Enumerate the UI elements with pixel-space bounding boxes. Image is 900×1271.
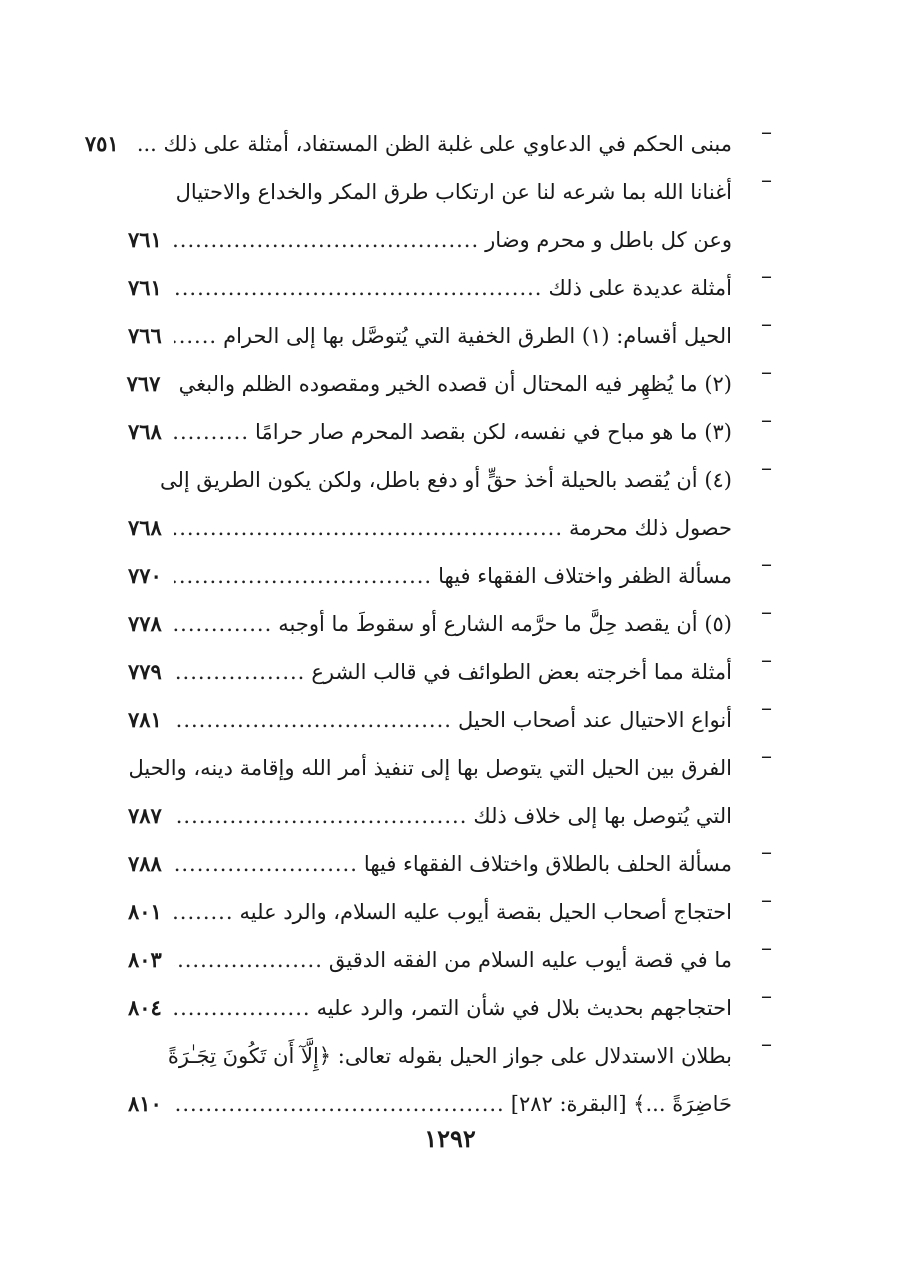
toc-entry-title: احتجاجهم بحديث بلال في شأن التمر، والرد عليه bbox=[316, 996, 732, 1020]
toc-entry bbox=[128, 168, 772, 264]
toc-page-number: ٨٠٣ bbox=[128, 947, 162, 972]
entry-bullet-dash: – bbox=[761, 312, 772, 337]
toc-entry-line bbox=[128, 504, 732, 552]
toc-entry bbox=[128, 984, 772, 1032]
toc-page-number: ٧٦١ bbox=[128, 227, 162, 252]
entry-bullet-dash: – bbox=[761, 360, 772, 385]
dot-leader bbox=[174, 504, 563, 552]
entry-bullet-dash: – bbox=[761, 168, 772, 193]
toc-entry-line bbox=[128, 1080, 732, 1128]
toc-entry-line bbox=[128, 648, 732, 696]
toc-page-number: ٨٠١ bbox=[128, 899, 162, 924]
toc-entry-title: (٢) ما يُظهِر فيه المحتال أن قصده الخير ومقصوده الظلم والبغي bbox=[178, 372, 732, 396]
toc-entry-title: احتجاج أصحاب الحيل بقصة أيوب عليه السلام، والرد عليه bbox=[239, 900, 732, 924]
toc-page-number: ٧٧٨ bbox=[128, 611, 162, 636]
toc-entry-line bbox=[128, 168, 732, 216]
toc-entry bbox=[128, 360, 772, 408]
toc-entry-title: حصول ذلك محرمة bbox=[569, 516, 732, 540]
dot-leader bbox=[174, 552, 432, 600]
dot-leader bbox=[174, 600, 272, 648]
toc-page-number: ٧٦١ bbox=[128, 275, 162, 300]
toc-page-number: ٧٦٦ bbox=[128, 323, 162, 348]
toc-entry-line bbox=[128, 888, 732, 936]
dot-leader bbox=[174, 792, 467, 840]
toc-page-number: ٨١٠ bbox=[128, 1091, 162, 1116]
toc-entry bbox=[128, 888, 772, 936]
toc-entry bbox=[128, 696, 772, 744]
dot-leader bbox=[174, 840, 358, 888]
toc-entry-line bbox=[128, 216, 732, 264]
entry-bullet-dash: – bbox=[761, 840, 772, 865]
toc-page-number: ٧٧٩ bbox=[128, 659, 162, 684]
toc-page-number: ٨٠٤ bbox=[128, 995, 162, 1020]
toc-entry-title: مبنى الحكم في الدعاوي على غلبة الظن المستفاد، أمثلة على ذلك ... bbox=[136, 132, 732, 156]
toc-entry-line bbox=[128, 312, 732, 360]
toc-entry-line bbox=[128, 360, 732, 408]
toc-page-number: ٧٦٨ bbox=[128, 419, 162, 444]
toc-page-number: ٧٦٧ bbox=[126, 371, 161, 396]
dot-leader bbox=[174, 696, 452, 744]
entry-bullet-dash: – bbox=[761, 744, 772, 769]
toc-entry-line bbox=[128, 408, 732, 456]
entry-bullet-dash: – bbox=[761, 936, 772, 961]
toc-entry-line bbox=[128, 600, 732, 648]
entry-bullet-dash: – bbox=[761, 408, 772, 433]
toc-entry-title: (٤) أن يُقصد بالحيلة أخذ حقٍّ أو دفع باطل، ولكن يكون الطريق إلى bbox=[160, 468, 732, 492]
toc-entry bbox=[128, 840, 772, 888]
dot-leader bbox=[174, 936, 323, 984]
toc-entry bbox=[128, 936, 772, 984]
dot-leader bbox=[174, 648, 305, 696]
toc-page-number: ٧٨٨ bbox=[128, 851, 162, 876]
toc-entry-line bbox=[128, 1032, 732, 1080]
entry-bullet-dash: – bbox=[761, 696, 772, 721]
toc-entry-line bbox=[128, 744, 732, 792]
toc-page-number: ٧٦٨ bbox=[128, 515, 162, 540]
toc-entry-line bbox=[128, 456, 732, 504]
toc-page-number: ٧٨١ bbox=[128, 707, 162, 732]
toc-page-number: ٧٥١ bbox=[84, 131, 119, 156]
toc-entry bbox=[128, 648, 772, 696]
toc-entry bbox=[128, 264, 772, 312]
toc-entry-title: الحيل أقسام: (١) الطرق الخفية التي يُتوصَّل بها إلى الحرام bbox=[223, 324, 732, 348]
dot-leader bbox=[174, 312, 217, 360]
toc-entry bbox=[128, 1032, 772, 1128]
dot-leader bbox=[174, 264, 542, 312]
toc-entry-title: التي يُتوصل بها إلى خلاف ذلك bbox=[473, 804, 732, 828]
entry-bullet-dash: – bbox=[761, 264, 772, 289]
toc-entry-title: ما في قصة أيوب عليه السلام من الفقه الدقيق bbox=[328, 948, 732, 972]
entry-bullet-dash: – bbox=[761, 648, 772, 673]
toc-entry-title: (٣) ما هو مباح في نفسه، لكن بقصد المحرم صار حرامًا bbox=[255, 420, 732, 444]
entry-bullet-dash: – bbox=[761, 456, 772, 481]
dot-leader bbox=[174, 408, 249, 456]
dot-leader bbox=[174, 1080, 505, 1128]
toc-entry-title: بطلان الاستدلال على جواز الحيل بقوله تعالى: ﴿إِلَّآ أَن تَكُونَ تِجَـٰرَةً bbox=[167, 1044, 732, 1068]
entry-bullet-dash: – bbox=[761, 600, 772, 625]
toc-entry bbox=[84, 120, 772, 168]
toc-entry-title: حَاضِرَةً ...﴾ [البقرة: ٢٨٢] bbox=[510, 1092, 732, 1116]
dot-leader bbox=[174, 888, 234, 936]
toc-entry-title: أمثلة مما أخرجته بعض الطوائف في قالب الشرع bbox=[311, 660, 732, 684]
toc-page-number: ٧٧٠ bbox=[128, 563, 162, 588]
toc-entry bbox=[128, 552, 772, 600]
entry-bullet-dash: – bbox=[761, 552, 772, 577]
toc-entry-line bbox=[128, 936, 732, 984]
table-of-contents bbox=[84, 120, 772, 1128]
toc-entry bbox=[128, 408, 772, 456]
dot-leader bbox=[174, 216, 479, 264]
dot-leader bbox=[174, 984, 311, 1032]
toc-entry bbox=[128, 312, 772, 360]
page-number: ١٢٩٢ bbox=[424, 1124, 476, 1153]
toc-entry-title: مسألة الظفر واختلاف الفقهاء فيها bbox=[438, 564, 732, 588]
toc-entry-title: الفرق بين الحيل التي يتوصل بها إلى تنفيذ أمر الله وإقامة دينه، والحيل bbox=[128, 756, 732, 780]
toc-entry-line bbox=[128, 840, 732, 888]
toc-entry bbox=[128, 600, 772, 648]
toc-entry-line bbox=[128, 552, 732, 600]
toc-entry bbox=[128, 456, 772, 552]
entry-bullet-dash: – bbox=[761, 888, 772, 913]
toc-entry-line bbox=[128, 264, 732, 312]
toc-entry-title: أغنانا الله بما شرعه لنا عن ارتكاب طرق المكر والخداع والاحتيال bbox=[175, 180, 732, 204]
toc-entry-line bbox=[128, 984, 732, 1032]
toc-entry-title: أنواع الاحتيال عند أصحاب الحيل bbox=[457, 708, 732, 732]
toc-entry-line bbox=[128, 696, 732, 744]
toc-entry-title: وعن كل باطل و محرم وضار bbox=[485, 228, 732, 252]
entry-bullet-dash: – bbox=[761, 120, 772, 145]
toc-entry-line bbox=[128, 792, 732, 840]
toc-entry-title: مسألة الحلف بالطلاق واختلاف الفقهاء فيها bbox=[363, 852, 732, 876]
toc-entry-title: أمثلة عديدة على ذلك bbox=[548, 276, 732, 300]
entry-bullet-dash: – bbox=[761, 984, 772, 1009]
toc-entry-title: (٥) أن يقصد حِلَّ ما حرَّمه الشارع أو سقوطَ ما أوجبه bbox=[278, 612, 732, 636]
toc-entry bbox=[128, 744, 772, 840]
entry-bullet-dash: – bbox=[761, 1032, 772, 1057]
toc-page-number: ٧٨٧ bbox=[128, 803, 162, 828]
toc-entry-line bbox=[84, 120, 732, 168]
